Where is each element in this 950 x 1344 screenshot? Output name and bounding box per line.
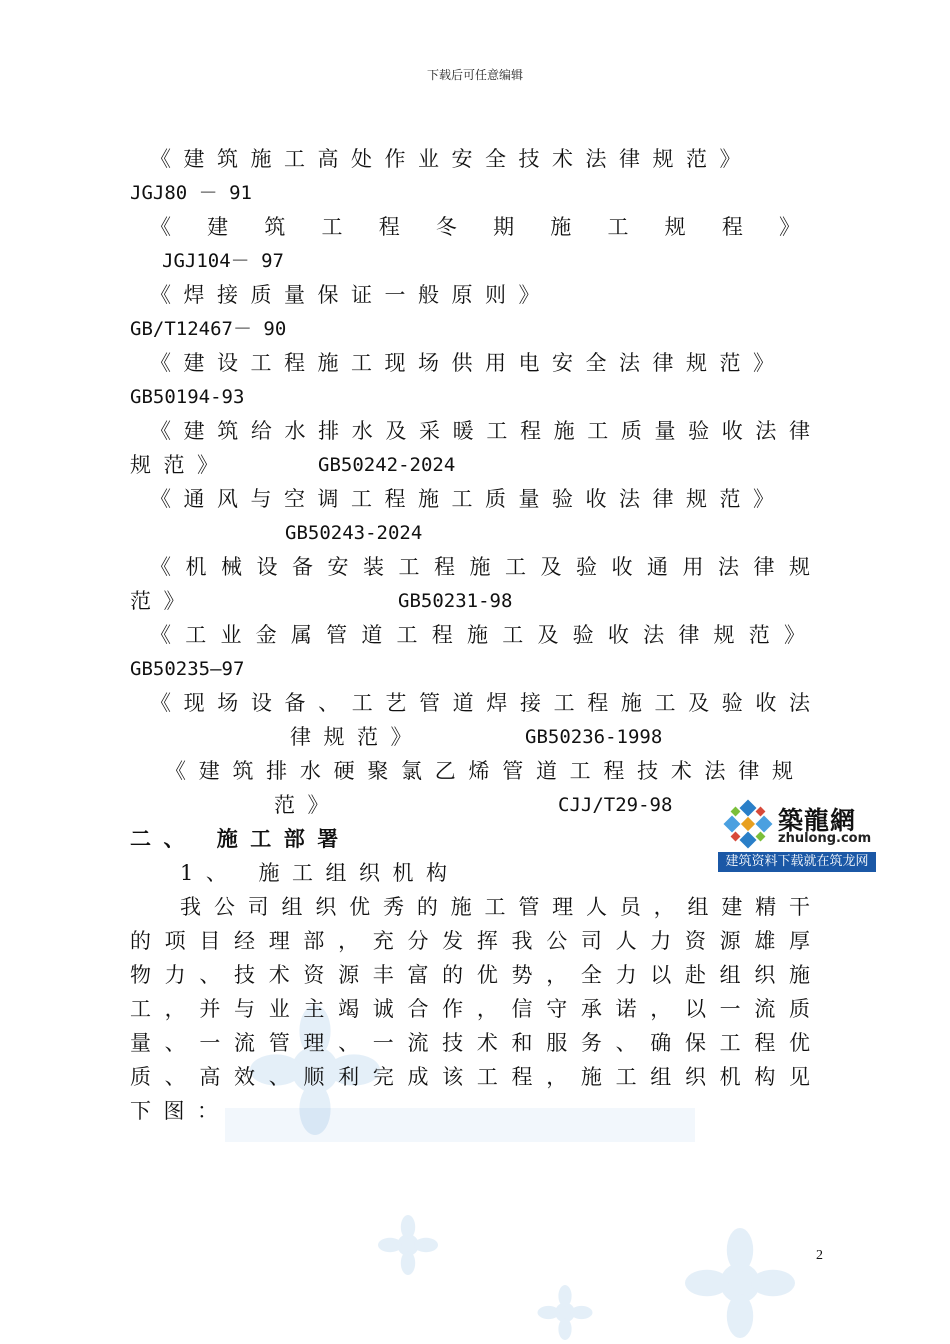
standard-code: GB/T12467－ 90 [130,318,287,340]
body-line: 我公司组织优秀的施工管理人员，组建精干 [180,895,810,919]
watermark-flower-icon [378,1215,438,1275]
standard-title: 《焊接质量保证一般原则》 [150,283,552,307]
standard-code: CJJ/T29-98 [558,794,673,816]
standard-code: GB50231-98 [398,590,513,612]
zhulong-logo [718,797,876,873]
body-line: 下图： [130,1099,231,1123]
standard-code: GB50194-93 [130,386,245,408]
section-subheading: 1、 施工组织机构 [180,861,460,885]
logo-url: zhulong.com [778,831,872,846]
watermark-flower-icon [685,1228,795,1338]
standard-title: 《建筑工程冬期施工规程》 [150,215,800,239]
standard-code: JGJ80 － 91 [130,182,252,204]
standard-title-cont: 律规范》 [290,725,424,749]
standard-title-cont: 规范》 [130,453,231,477]
standard-code: GB50242-2024 [318,454,456,476]
standard-code: GB50243-2024 [285,522,423,544]
standard-title: 《建筑施工高处作业安全技术法律规范》 [150,147,753,171]
standard-title: 《工业金属管道工程施工及验收法律规范》 [150,623,805,647]
standard-title: 《现场设备、工艺管道焊接工程施工及验收法 [150,691,810,715]
body-line: 物力、技术资源丰富的优势，全力以赴组织施 [130,963,810,987]
logo-slogan: 建筑资料下载就在筑龙网 [718,852,876,872]
standard-title-cont: 范》 [130,589,197,613]
body-line: 量、一流管理、一流技术和服务、确保工程优 [130,1031,810,1055]
standard-title: 《建筑给水排水及采暖工程施工质量验收法律 [150,419,810,443]
standard-code: GB50236-1998 [525,726,663,748]
logo-snowflake-icon [722,799,774,849]
body-line: 质、高效、顺利完成该工程，施工组织机构见 [130,1065,810,1089]
logo-title: 築龍網 [778,806,857,835]
section-heading: 二、 施工部署 [130,826,351,851]
standard-code: JGJ104－ 97 [162,250,284,272]
standard-code: GB50235—97 [130,658,245,680]
watermark-flower-icon [535,1285,595,1340]
standard-title: 《建筑排水硬聚氯乙烯管道工程技术法律规 [165,759,793,783]
standard-title: 《通风与空调工程施工质量验收法律规范》 [150,487,787,511]
standard-title: 《建设工程施工现场供用电安全法律规范》 [150,351,787,375]
page-header-note: 下载后可任意编辑 [426,68,523,82]
body-line: 的项目经理部，充分发挥我公司人力资源雄厚 [130,929,810,953]
standard-title: 《机械设备安装工程施工及验收通用法律规 [150,555,810,579]
page-number: 2 [816,1248,823,1263]
standard-title-cont: 范》 [274,793,341,817]
body-line: 工，并与业主竭诚合作，信守承诺，以一流质 [130,997,810,1021]
